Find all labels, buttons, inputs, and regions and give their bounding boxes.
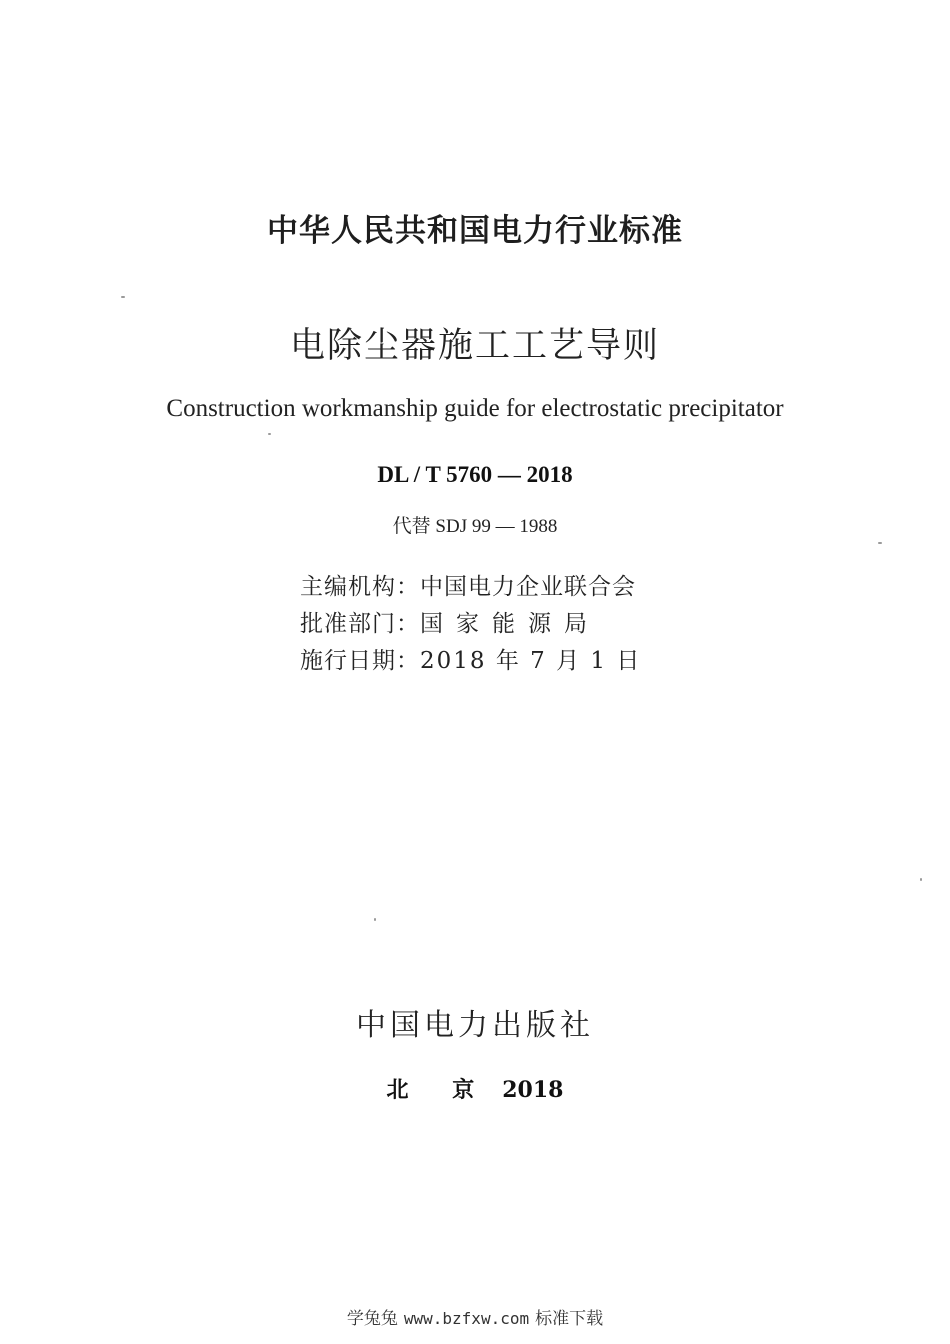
approver-value: 国家能源局 <box>420 611 600 637</box>
document-title-english: Construction workmanship guide for electrostatic precipitator <box>166 395 784 422</box>
document-title-chinese: 电除尘器施工工艺导则 <box>289 326 660 366</box>
scan-speck <box>374 918 376 921</box>
publisher-name: 中国电力出版社 <box>356 1008 594 1043</box>
date-label: 施行日期： <box>300 648 420 674</box>
publication-city: 北 京 <box>386 1077 493 1103</box>
scan-speck <box>878 542 882 544</box>
meta-row-approver <box>300 605 600 638</box>
scan-speck <box>121 296 125 298</box>
watermark-url[interactable]: www.bzfxw.com <box>403 1309 530 1328</box>
publication-year: 2018 <box>502 1077 564 1103</box>
standard-series-heading: 中华人民共和国电力行业标准 <box>267 213 683 249</box>
date-value: 2018 年 7 月 1 日 <box>420 648 642 674</box>
meta-row-editor <box>300 568 636 601</box>
editor-label: 主编机构： <box>300 574 420 600</box>
publication-place <box>0 1073 950 1104</box>
meta-row-effective-date <box>300 642 641 675</box>
watermark-tagline: 标准下载 <box>535 1309 604 1329</box>
standard-code: DL / T 5760 — 2018 <box>377 462 573 487</box>
approver-label: 批准部门： <box>300 611 420 637</box>
replaces-standard: 代替 SDJ 99 — 1988 <box>392 516 558 537</box>
watermark-site: 学兔兔 <box>346 1309 398 1329</box>
scan-speck <box>268 433 271 435</box>
editor-value: 中国电力企业联合会 <box>420 574 636 600</box>
download-watermark <box>0 1304 950 1329</box>
scan-speck <box>920 878 922 881</box>
